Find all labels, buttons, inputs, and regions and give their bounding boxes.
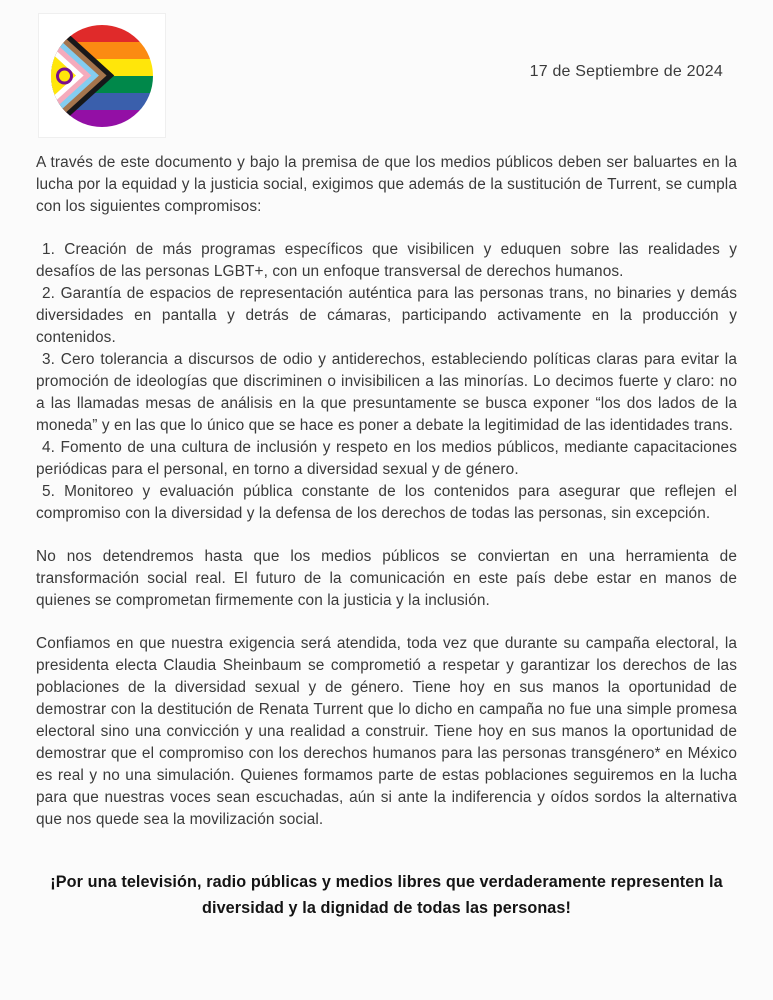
demand-item-3: 3. Cero tolerancia a discursos de odio y antiderechos, estableciendo políticas claras para evitar la promoción de ideologías que discriminen o invisibilicen a las minorías. Lo decimos fuerte y claro: no a las llamadas mesas de análisis en la que presuntamente se busca exponer “los dos lados de la moneda” y en las que lo único que se hace es poner a debate la legitimidad de las identidades trans. [36, 351, 737, 434]
intro-paragraph: A través de este documento y bajo la premisa de que los medios públicos deben ser baluartes en la lucha por la equidad y la justicia social, exigimos que además de la sustitución de Turrent, se cumpla con los siguientes compromisos: [36, 154, 737, 215]
demand-item-1: 1. Creación de más programas específicos que visibilicen y eduquen sobre las realidades y desafíos de las personas LGBT+, con un enfoque transversal de derechos humanos. [36, 241, 737, 280]
demand-item-5: 5. Monitoreo y evaluación pública constante de los contenidos para asegurar que reflejen el compromiso con la diversidad y la defensa de los derechos de todas las personas, sin excepción. [36, 483, 737, 522]
letter-header [0, 0, 773, 150]
closing-statement: ¡Por una televisión, radio públicas y medios libres que verdaderamente representen la diversidad y la dignidad de todas las personas! [50, 873, 723, 917]
sheinbaum-paragraph: Confiamos en que nuestra exigencia será atendida, toda vez que durante su campaña electoral, la presidenta electa Claudia Sheinbaum se comprometió a respetar y garantizar los derechos de las poblaciones de la diversidad sexual y de género. Tiene hoy en sus manos la oportunidad de demostrar con la destitución de Renata Turrent que lo dicho en campaña no fue una simple promesa electoral sino una convicción y una realidad a construir. Tiene hoy en sus manos la oportunidad de demostrar que el compromiso con los derechos humanos para las personas transgénero* en México es real y no una simulación. Quienes formamos parte de estas poblaciones seguiremos en la lucha para que nuestras voces sean escuchadas, aún si ante la indiferencia y oídos sordos la alternativa que nos quede sea la movilización social. [36, 635, 737, 828]
demands-list [36, 239, 737, 525]
commitment-paragraph: No nos detendremos hasta que los medios públicos se conviertan en una herramienta de transformación social real. El futuro de la comunicación en este país debe estar en manos de quienes se comprometan firmemente con la justicia y la inclusión. [36, 548, 737, 609]
document-date: 17 de Septiembre de 2024 [529, 63, 723, 80]
intersex-circle-icon [56, 67, 73, 84]
pride-flag-icon [51, 25, 153, 127]
logo-container [38, 13, 166, 138]
demand-item-4: 4. Fomento de una cultura de inclusión y respeto en los medios públicos, mediante capacitaciones periódicas para el personal, en torno a diversidad sexual y de género. [36, 439, 737, 478]
demand-item-2: 2. Garantía de espacios de representación auténtica para las personas trans, no binaries y demás diversidades en pantalla y detrás de cámaras, participando activamente en la producción y contenidos. [36, 285, 737, 346]
letter-body [36, 152, 737, 921]
